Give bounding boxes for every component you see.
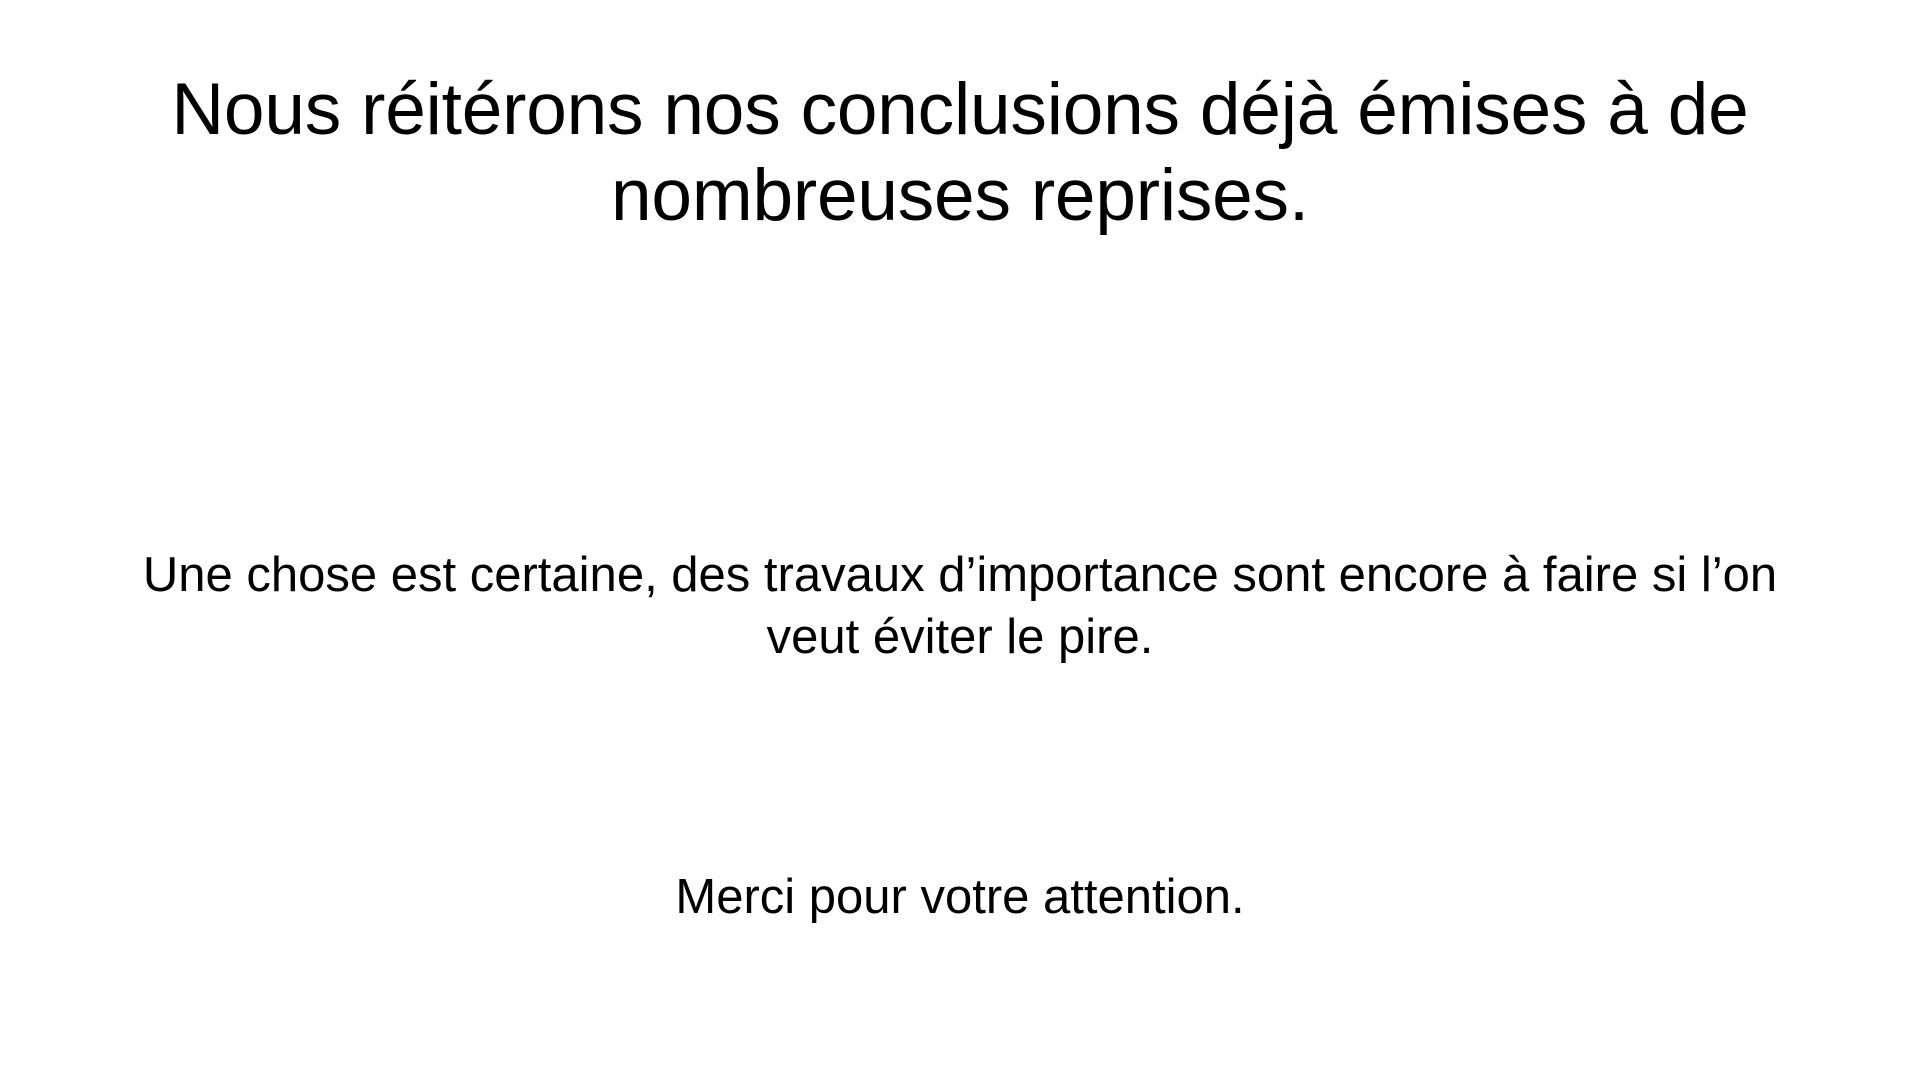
body-paragraph-statement: Une chose est certaine, des travaux d’importance sont encore à faire si l’on veut éviter le pire. [142, 548, 1778, 664]
page-title: Nous réitérons nos conclusions déjà émises à de nombreuses reprises. [171, 68, 1749, 237]
body-paragraph-thanks: Merci pour votre attention. [675, 870, 1245, 924]
